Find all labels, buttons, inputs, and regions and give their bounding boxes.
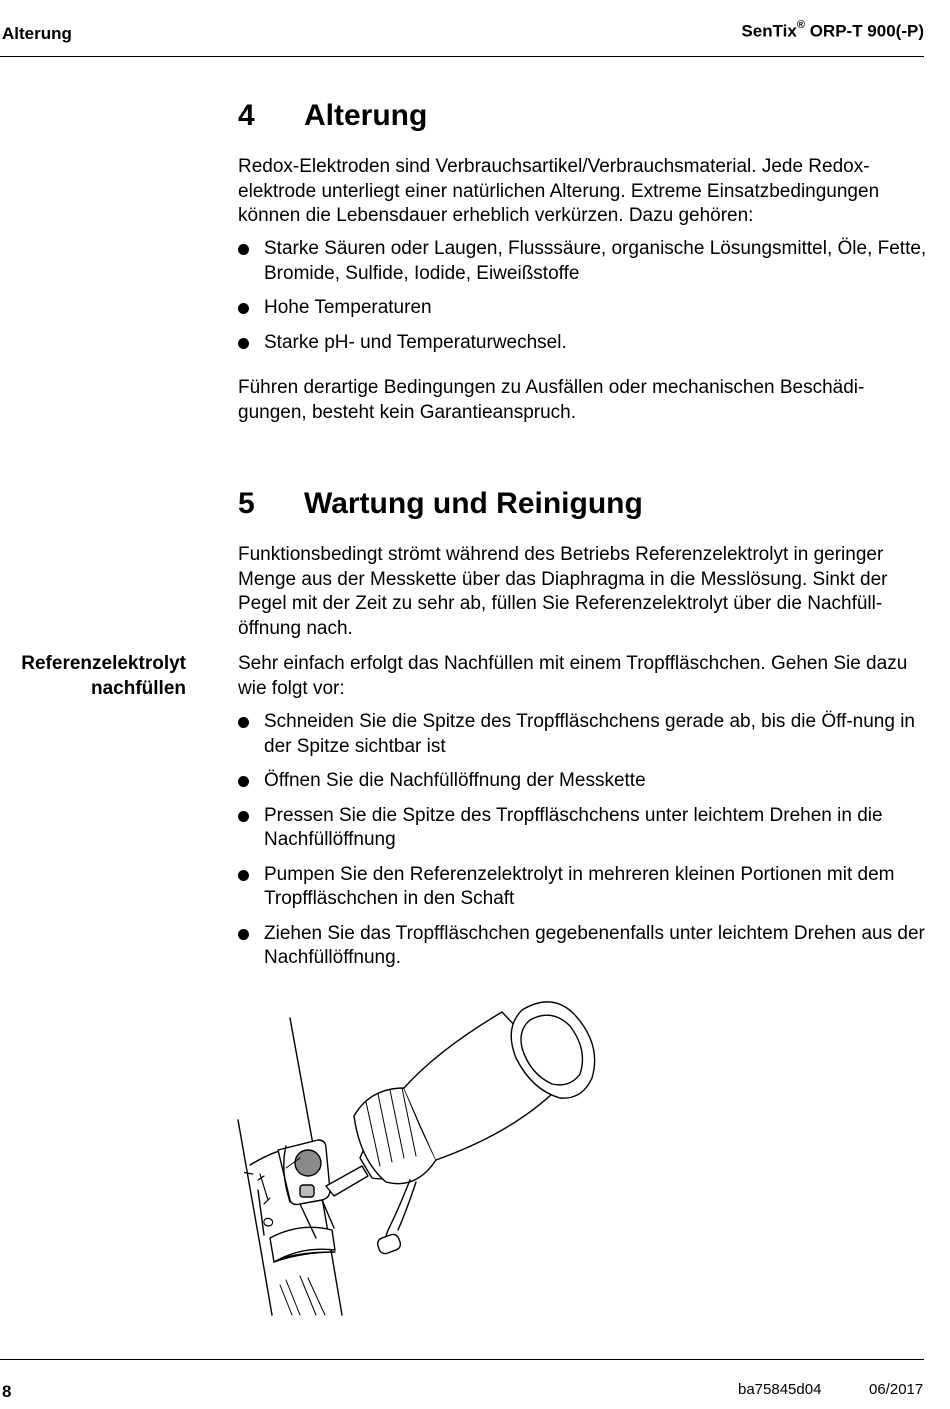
running-header-section: Alterung: [2, 24, 72, 43]
slider-label-closed: O: [261, 1216, 278, 1229]
section-4-number: 4: [238, 99, 255, 132]
document-id: ba75845d04: [738, 1381, 822, 1398]
list-item-text: Schneiden Sie die Spitze des Tropffläschchens gerade ab, bis die Öff-nung in der Spitze sichtbar ist: [264, 711, 916, 757]
section-4-title: Alterung: [304, 99, 428, 132]
section-5-heading: [238, 487, 643, 521]
slider-label-open: I: [242, 1170, 258, 1177]
list-item: [238, 237, 928, 286]
list-item-text: Pumpen Sie den Referenzelektrolyt in mehreren kleinen Portionen mit dem Tropffläschchen in den Schaft: [264, 863, 895, 909]
registered-mark: ®: [796, 19, 805, 31]
side-heading-refill: [21, 652, 186, 701]
list-item: [238, 331, 928, 356]
refill-intro: Sehr einfach erfolgt das Nachfüllen mit einem Tropffläschchen. Gehen Sie dazu wie folgt vor:: [238, 653, 908, 699]
aging-conditions-list: [238, 237, 928, 355]
section-5-title: Wartung und Reinigung: [304, 487, 643, 520]
footer-rule: [0, 1359, 924, 1360]
product-name: SenTix: [741, 21, 797, 41]
bullet-icon: [238, 811, 249, 822]
list-item: [238, 804, 928, 853]
list-item-text: Ziehen Sie das Tropffläschchen gegebenenfalls unter leichtem Drehen aus der Nachfüllöffnung.: [264, 922, 925, 968]
list-item-text: Pressen Sie die Spitze des Tropffläschchens unter leichtem Drehen in die Nachfüllöffnung: [264, 804, 883, 850]
list-item: [238, 863, 928, 912]
list-item: [238, 710, 928, 759]
section-4-intro: Redox-Elektroden sind Verbrauchsartikel/Verbrauchsmaterial. Jede Redox-elektrode unterliegt einer natürlichen Alterung. Extreme Einsatzbedingungen können die Lebensdauer erheblich verkürzen. Dazu gehören:: [238, 156, 880, 226]
bullet-icon: [238, 338, 249, 349]
header-rule: [0, 56, 924, 57]
section-5-number: 5: [238, 487, 255, 520]
section-4-outro: Führen derartige Bedingungen zu Ausfällen oder mechanischen Beschädi-gungen, besteht kein Garantieanspruch.: [238, 377, 865, 423]
list-item: [238, 296, 928, 321]
product-model: ORP-T 900(-P): [804, 21, 924, 41]
bullet-icon: [238, 244, 249, 255]
list-item-text: Starke pH- und Temperaturwechsel.: [264, 331, 567, 353]
bullet-icon: [238, 929, 249, 940]
list-item-text: Starke Säuren oder Laugen, Flusssäure, organische Lösungsmittel, Öle, Fette, Bromide, Sulfide, Iodide, Eiweißstoffe: [264, 238, 927, 284]
list-item-text: Öffnen Sie die Nachfüllöffnung der Messkette: [264, 770, 646, 791]
page-number: 8: [2, 1382, 12, 1401]
section-4-heading: [238, 99, 427, 133]
dropper-bottle: [326, 1002, 595, 1255]
side-heading-line: Referenzelektrolyt: [21, 653, 186, 674]
bullet-icon: [238, 870, 249, 881]
bullet-icon: [238, 717, 249, 728]
bullet-icon: [238, 776, 249, 787]
refill-steps-list: [238, 710, 928, 971]
list-item: [238, 922, 928, 971]
side-heading-line: nachfüllen: [90, 677, 186, 699]
refill-illustration: [230, 990, 650, 1320]
running-header-product: [741, 21, 924, 42]
electrode-collar: [270, 1227, 335, 1262]
bullet-icon: [238, 303, 249, 314]
document-date: 06/2017: [869, 1381, 924, 1398]
list-item-text: Hohe Temperaturen: [264, 297, 432, 318]
list-item: [238, 769, 928, 794]
section-5-intro: Funktionsbedingt strömt während des Betriebs Referenzelektrolyt in geringer Menge aus der Messkette über das Diaphragma in die Messlösung. Sinkt der Pegel mit der Zeit zu sehr ab, füllen Sie Referenzelektrolyt über die Nachfüll-öffnung nach.: [238, 544, 888, 639]
